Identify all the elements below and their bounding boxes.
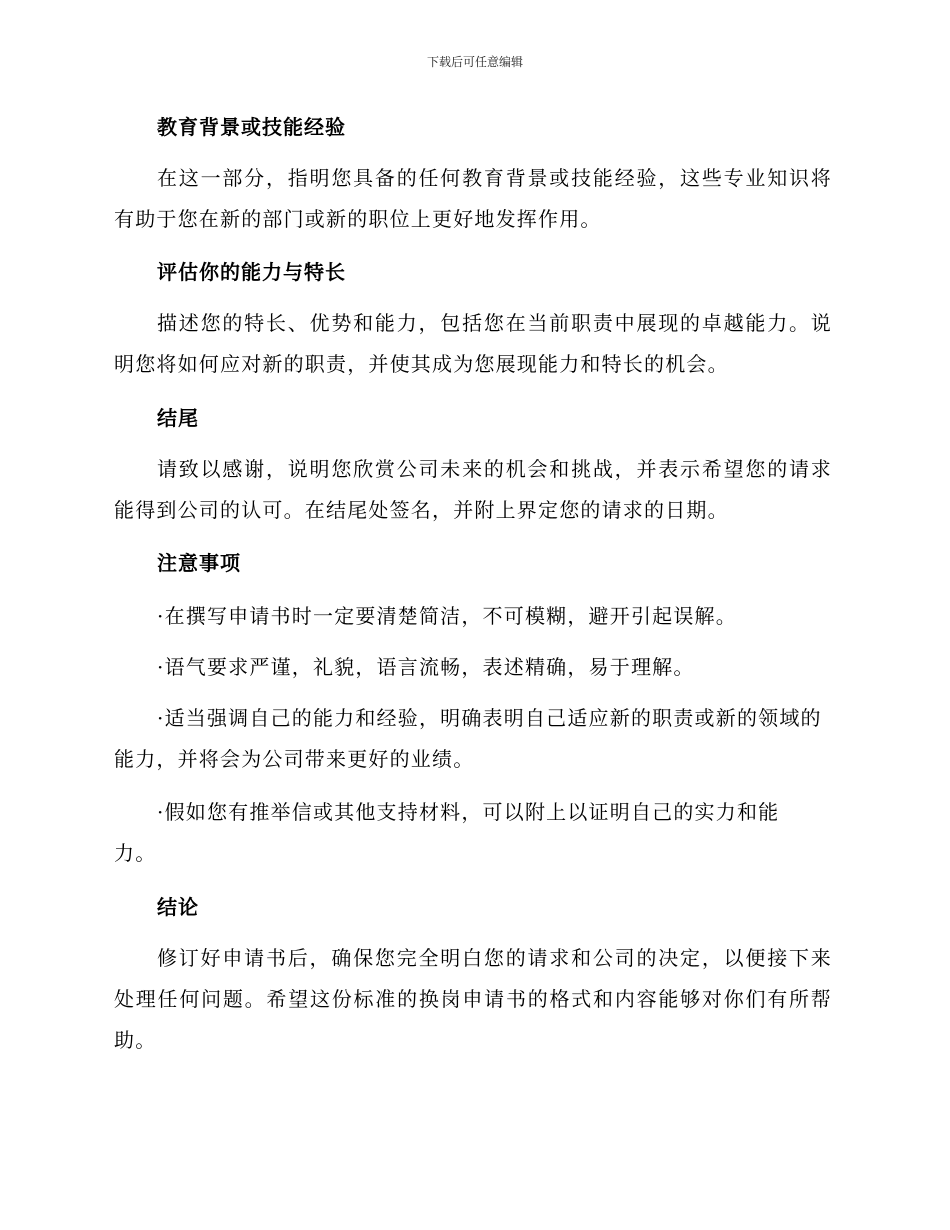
notes-list-item	[114, 698, 832, 780]
section-heading-conclusion: 结论	[157, 895, 199, 919]
bullet-mark: ·	[157, 800, 165, 824]
section-paragraph-education: 在这一部分，指明您具备的任何教育背景或技能经验，这些专业知识将有助于您在新的部门或新的职位上更好地发挥作用。	[114, 166, 832, 231]
notes-list-item-text: 假如您有推举信或其他支持材料，可以附上以证明自己的实力和能力。	[114, 800, 780, 865]
page-header: 下载后可任意编辑	[426, 55, 523, 69]
section-heading-abilities: 评估你的能力与特长	[157, 260, 346, 284]
section-heading-closing: 结尾	[157, 406, 199, 430]
notes-list-item-text: 在撰写申请书时一定要清楚简洁，不可模糊，避开引起误解。	[164, 604, 737, 628]
notes-list-item-text: 语气要求严谨，礼貌，语言流畅，表述精确，易于理解。	[164, 655, 695, 679]
section-heading-education: 教育背景或技能经验	[157, 115, 346, 139]
section-paragraph-abilities: 描述您的特长、优势和能力，包括您在当前职责中展现的卓越能力。说明您将如何应对新的职责，并使其成为您展现能力和特长的机会。	[114, 311, 832, 376]
notes-list-item-text: 适当强调自己的能力和经验，明确表明自己适应新的职责或新的领域的能力，并将会为公司带来更好的业绩。	[114, 706, 822, 771]
notes-list-item	[114, 647, 832, 688]
notes-list-item	[114, 792, 814, 874]
notes-list-item	[114, 596, 832, 637]
section-heading-notes: 注意事项	[157, 551, 241, 575]
bullet-mark: ·	[157, 706, 165, 730]
bullet-mark: ·	[157, 604, 165, 628]
bullet-mark: ·	[157, 655, 165, 679]
section-paragraph-conclusion: 修订好申请书后，确保您完全明白您的请求和公司的决定，以便接下来处理任何问题。希望这份标准的换岗申请书的格式和内容能够对你们有所帮助。	[114, 946, 832, 1052]
section-paragraph-closing: 请致以感谢，说明您欣赏公司未来的机会和挑战，并表示希望您的请求能得到公司的认可。在结尾处签名，并附上界定您的请求的日期。	[114, 457, 832, 522]
